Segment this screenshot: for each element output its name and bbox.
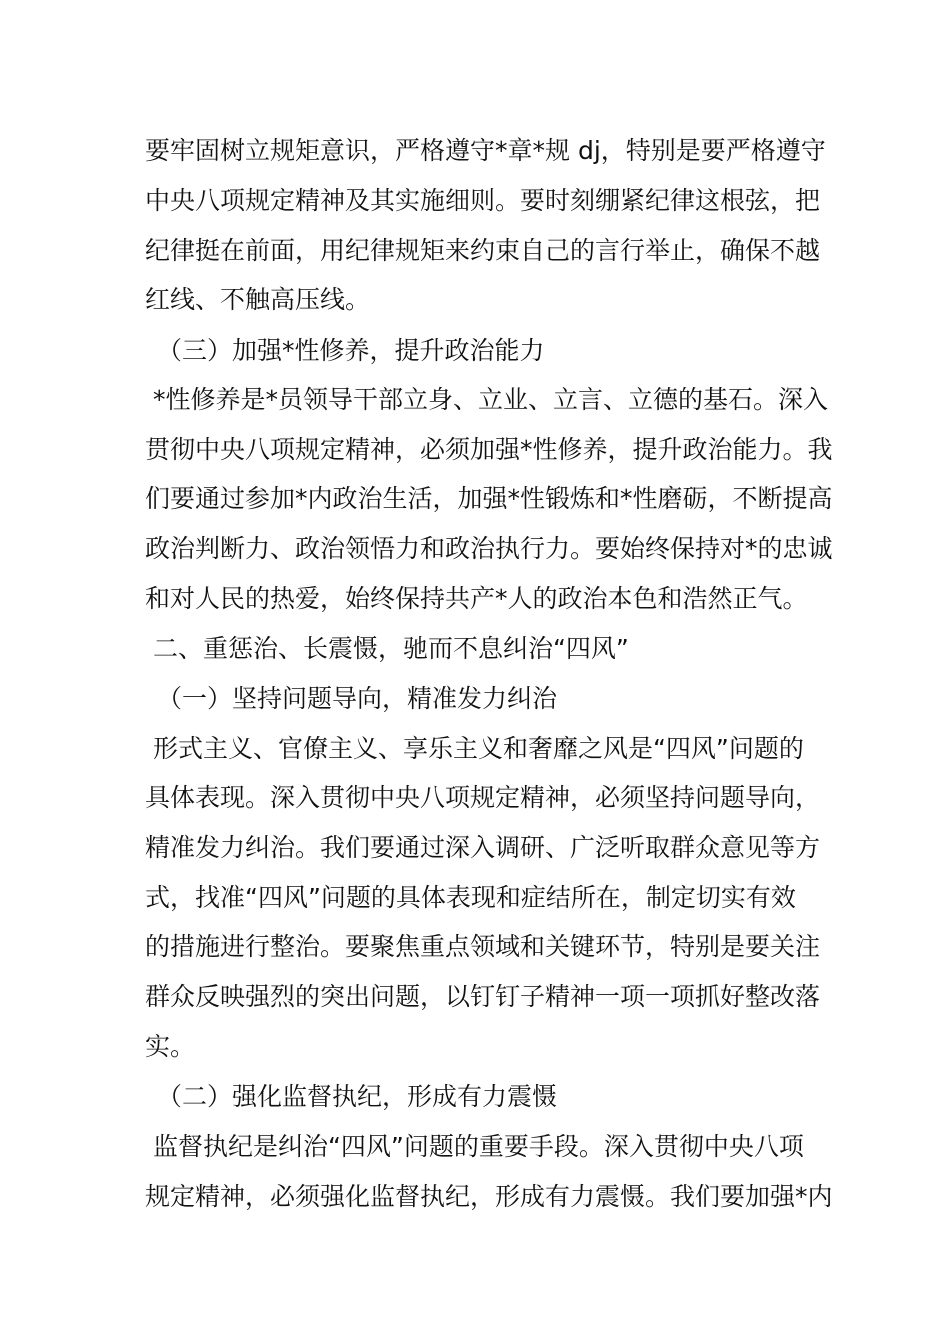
text-line: 的措施进行整治。要聚焦重点领域和关键环节，特别是要关注 xyxy=(145,932,821,961)
text-line: 们要通过参加*内政治生活，加强*性锻炼和*性磨砺，不断提高 xyxy=(145,484,833,513)
text-line: 群众反映强烈的突出问题，以钉钉子精神一项一项抓好整改落 xyxy=(145,982,821,1011)
text-line: 式，找准“四风”问题的具体表现和症结所在，制定切实有效 xyxy=(145,883,796,912)
text-line: 实。 xyxy=(145,1032,196,1061)
text-line: 具体表现。深入贯彻中央八项规定精神，必须坚持问题导向， xyxy=(145,783,821,812)
text-line: 精准发力纠治。我们要通过深入调研、广泛听取群众意见等方 xyxy=(145,833,821,862)
text-line: 政治判断力、政治领悟力和政治执行力。要始终保持对*的忠诚 xyxy=(145,534,833,563)
text-line: 红线、不触高压线。 xyxy=(145,285,371,314)
text-line: 规定精神，必须强化监督执纪，形成有力震慑。我们要加强*内 xyxy=(145,1182,833,1211)
text-line: 中央八项规定精神及其实施细则。要时刻绷紧纪律这根弦，把 xyxy=(145,186,821,215)
text-line: 监督执纪是纠治“四风”问题的重要手段。深入贯彻中央八项 xyxy=(145,1132,804,1161)
text-line: 要牢固树立规矩意识，严格遵守*章*规 dj，特别是要严格遵守 xyxy=(145,136,826,165)
chapter-heading: 二、重惩治、长震慑，驰而不息纠治“四风” xyxy=(145,634,629,663)
text-line: 形式主义、官僚主义、享乐主义和奢靡之风是“四风”问题的 xyxy=(145,734,804,763)
text-line: 贯彻中央八项规定精神，必须加强*性修养，提升政治能力。我 xyxy=(145,435,833,464)
section-heading: （三）加强*性修养，提升政治能力 xyxy=(157,336,545,365)
text-line: 纪律挺在前面，用纪律规矩来约束自己的言行举止，确保不越 xyxy=(145,236,821,265)
section-heading: （二）强化监督执纪，形成有力震慑 xyxy=(157,1082,558,1111)
section-heading: （一）坚持问题导向，精准发力纠治 xyxy=(157,684,558,713)
text-line: 和对人民的热爱，始终保持共产*人的政治本色和浩然正气。 xyxy=(145,584,808,613)
text-line: *性修养是*员领导干部立身、立业、立言、立德的基石。深入 xyxy=(145,385,828,414)
